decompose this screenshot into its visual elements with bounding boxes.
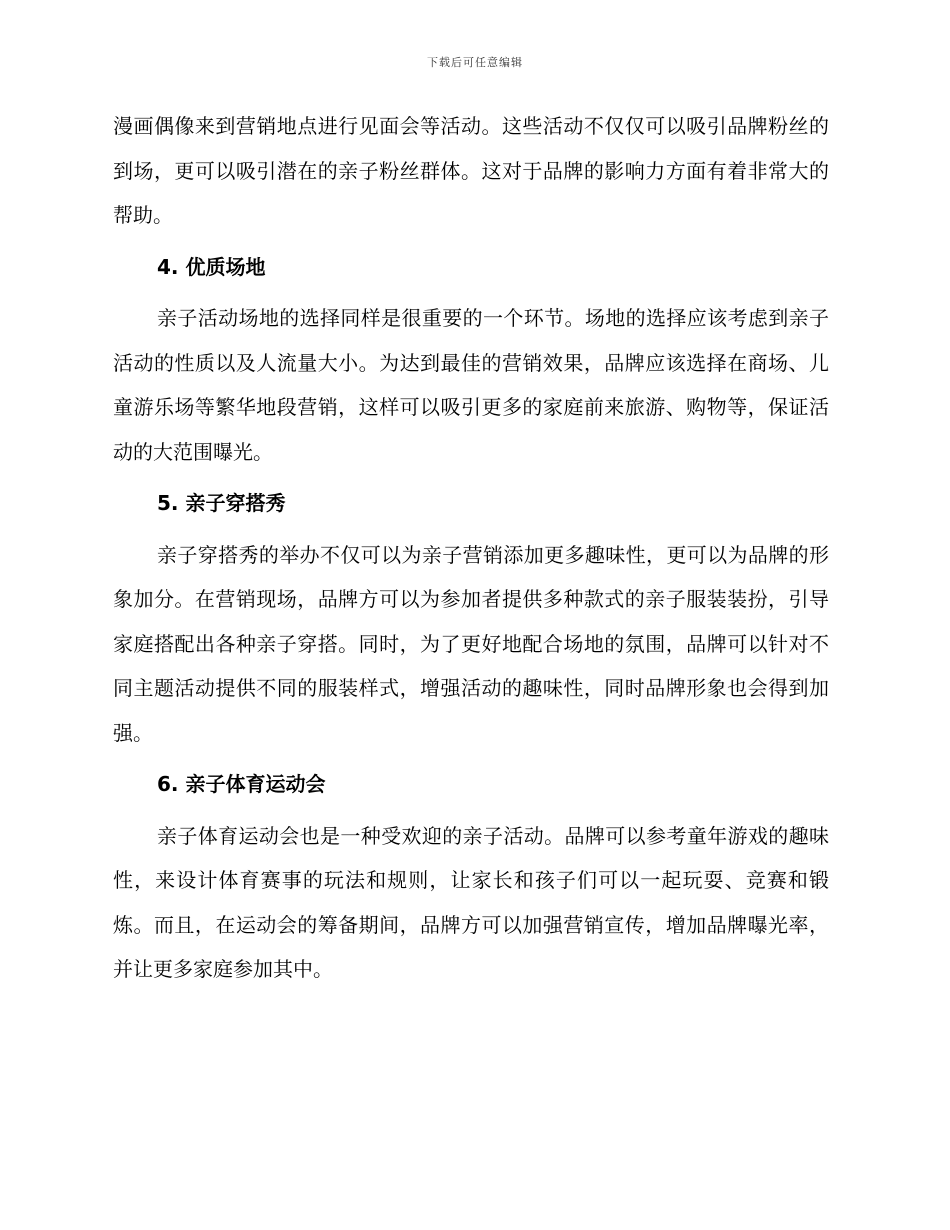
section-heading-sports-meet: 6. 亲子体育运动会 (157, 772, 326, 796)
paragraph-quality-venue: 亲子活动场地的选择同样是很重要的一个环节。场地的选择应该考虑到亲子活动的性质以及人流量大小。为达到最佳的营销效果，品牌应该选择在商场、儿童游乐场等繁华地段营销，这样可以吸引更多的家庭前来旅游、购物等，保证活动的大范围曝光。 (113, 306, 829, 464)
paragraph-continued: 漫画偶像来到营销地点进行见面会等活动。这些活动不仅仅可以吸引品牌粉丝的到场，更可以吸引潜在的亲子粉丝群体。这对于品牌的影响力方面有着非常大的帮助。 (113, 114, 829, 227)
section-heading-outfit-show: 5. 亲子穿搭秀 (157, 491, 286, 515)
header-note: 下载后可任意编辑 (427, 56, 523, 69)
paragraph-outfit-show: 亲子穿搭秀的举办不仅可以为亲子营销添加更多趣味性，更可以为品牌的形象加分。在营销现场，品牌方可以为参加者提供多种款式的亲子服装装扮，引导家庭搭配出各种亲子穿搭。同时，为了更好地配合场地的氛围，品牌可以针对不同主题活动提供不同的服装样式，增强活动的趣味性，同时品牌形象也会得到加强。 (113, 542, 829, 745)
paragraph-sports-meet: 亲子体育运动会也是一种受欢迎的亲子活动。品牌可以参考童年游戏的趣味性，来设计体育赛事的玩法和规则，让家长和孩子们可以一起玩耍、竞赛和锻炼。而且，在运动会的筹备期间，品牌方可以加强营销宣传，增加品牌曝光率，并让更多家庭参加其中。 (113, 823, 829, 981)
section-heading-quality-venue: 4. 优质场地 (157, 254, 266, 279)
document-body (113, 104, 829, 992)
